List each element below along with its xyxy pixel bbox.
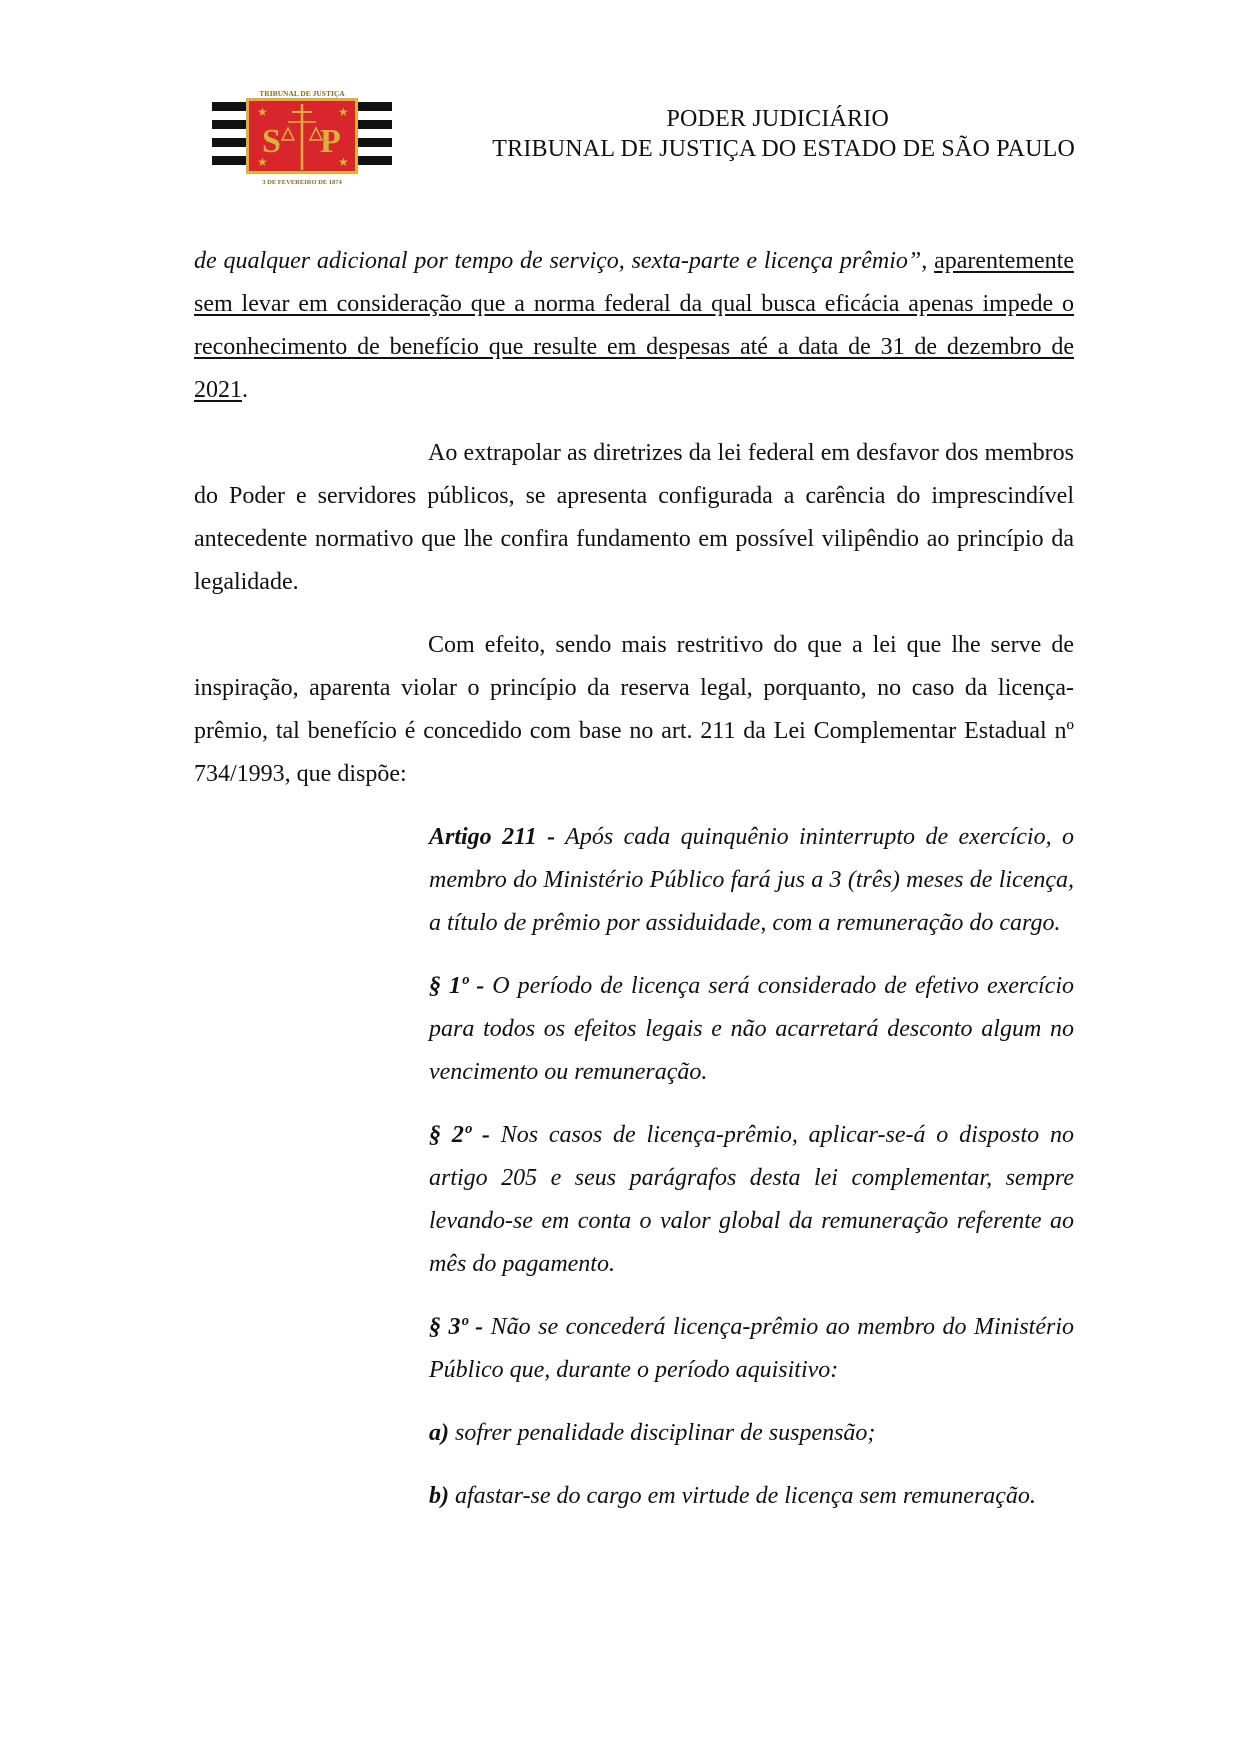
legal-quote <box>429 816 1074 1518</box>
paragraph-3: Com efeito, sendo mais restritivo do que a lei que lhe serve de inspiração, aparenta violar o princípio da reserva legal, porquanto, no caso da licença-prêmio, tal benefício é concedido com base no art. 211 da Lei Complementar Estadual nº 734/1993, que dispõe: <box>194 632 1074 787</box>
paragraph-1-italic: de qualquer adicional por tempo de serviço, sexta-parte e licença prêmio”, <box>194 248 928 274</box>
court-seal-graphic <box>212 88 392 188</box>
court-heading <box>420 104 1075 164</box>
seal-letter-s: S <box>262 123 281 160</box>
quote-item-b <box>429 1475 1074 1518</box>
quote-text: Não se concederá licença-prêmio ao membro do Ministério Público que, durante o período aquisitivo: <box>429 1314 1074 1383</box>
quote-paragraph-3 <box>429 1306 1074 1392</box>
quote-lead: § 1º - <box>429 973 485 999</box>
quote-text: sofrer penalidade disciplinar de suspensão; <box>449 1420 876 1446</box>
quote-lead: b) <box>429 1483 449 1509</box>
quote-text: Nos casos de licença-prêmio, aplicar-se-á o disposto no artigo 205 e seus parágrafos desta lei complementar, sempre levando-se em conta o valor global da remuneração referente ao mês do pagamento. <box>429 1122 1074 1277</box>
quote-lead: a) <box>429 1420 449 1446</box>
document-body <box>194 240 1074 1518</box>
quote-paragraph-1 <box>429 965 1074 1094</box>
quote-lead: Artigo 211 - <box>429 824 556 850</box>
seal-letter-p: P <box>320 123 341 160</box>
paragraph-1-end: . <box>242 377 248 403</box>
quote-paragraph-2 <box>429 1114 1074 1286</box>
svg-text:★: ★ <box>338 105 349 119</box>
heading-judiciary: PODER JUDICIÁRIO <box>666 106 889 132</box>
svg-text:★: ★ <box>338 155 349 169</box>
quote-item-a <box>429 1412 1074 1455</box>
heading-court-name: TRIBUNAL DE JUSTIÇA DO ESTADO DE SÃO PAULO <box>492 136 1075 162</box>
quote-lead: § 3º - <box>429 1314 484 1340</box>
seal-top-caption: TRIBUNAL DE JUSTIÇA <box>259 89 345 98</box>
svg-text:★: ★ <box>257 105 268 119</box>
seal-bottom-caption: 3 DE FEVEREIRO DE 1874 <box>262 179 342 186</box>
quote-lead: § 2º - <box>429 1122 490 1148</box>
quote-text: Após cada quinquênio ininterrupto de exercício, o membro do Ministério Público fará jus a 3 (três) meses de licença, a título de prêmio por assiduidade, com a remuneração do cargo. <box>429 824 1074 936</box>
svg-text:★: ★ <box>257 155 268 169</box>
quote-text: afastar-se do cargo em virtude de licença sem remuneração. <box>449 1483 1036 1509</box>
court-seal-logo <box>212 88 392 188</box>
paragraph-1-underlined: aparentemente sem levar em consideração que a norma federal da qual busca eficácia apenas impede o reconhecimento de benefício que resulte em despesas até a data de 31 de dezembro de 2021 <box>194 248 1074 403</box>
quote-text: O período de licença será considerado de efetivo exercício para todos os efeitos legais e não acarretará desconto algum no vencimento ou remuneração. <box>429 973 1074 1085</box>
paragraph-1 <box>194 240 1074 412</box>
quote-article-211 <box>429 816 1074 945</box>
paragraph-2: Ao extrapolar as diretrizes da lei federal em desfavor dos membros do Poder e servidores públicos, se apresenta configurada a carência do imprescindível antecedente normativo que lhe confira fundamento em possível vilipêndio ao princípio da legalidade. <box>194 440 1074 595</box>
